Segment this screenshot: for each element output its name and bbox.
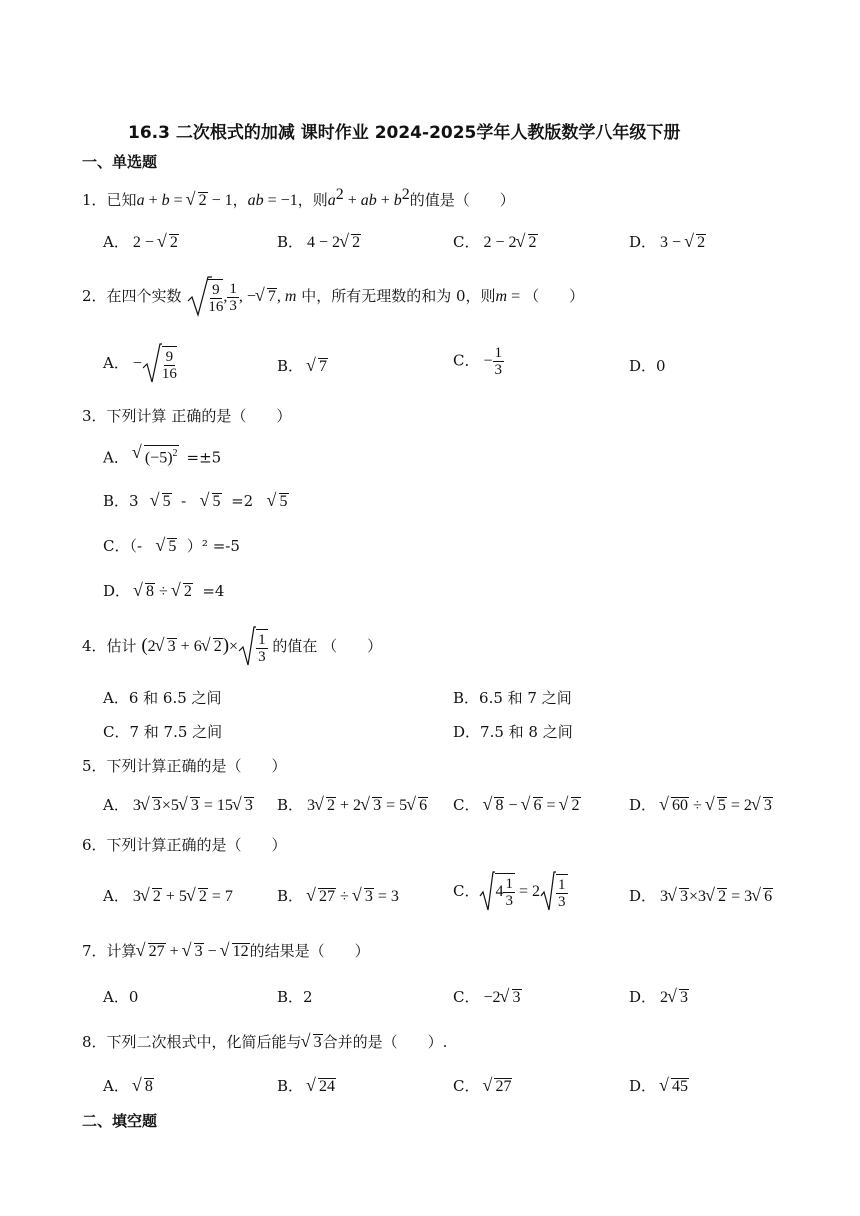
question-8: 8．下列二次根式中，化简后能与√ 3合并的是（ ）.	[82, 1031, 447, 1052]
q2-option-d[interactable]: D．0	[629, 357, 666, 375]
q8-option-b[interactable]: B． √ 24	[277, 1075, 336, 1096]
q1-option-c[interactable]: C． 2 − 2√ 2	[453, 231, 538, 252]
q3-option-b[interactable]: B．3 √ 5 - √ 5 =2 √ 5	[103, 490, 289, 511]
q1-option-a[interactable]: A． 2 − √ 2	[103, 231, 179, 252]
q8-option-a[interactable]: A． √ 8	[103, 1075, 154, 1096]
section-heading-single-choice: 一、单选题	[82, 153, 158, 171]
q8-option-c[interactable]: C． √ 27	[453, 1075, 512, 1096]
q3-option-d[interactable]: D． √ 8 ÷ √ 2 =4	[103, 580, 224, 601]
question-number: 1．	[82, 191, 107, 209]
q3-option-a[interactable]: A． √ $(-5)^2 =\pm 5$	[103, 445, 221, 467]
question-7: 7．计算√ 27 + √ 3 − √ 12的结果是（ ）	[82, 940, 370, 961]
q7-option-c[interactable]: C． −2√ 3	[453, 986, 522, 1007]
q5-option-d[interactable]: D． √ 60 ÷ √ 5 = 2√ 3	[629, 794, 773, 815]
q4-option-d[interactable]: D．7.5 和 8 之间	[453, 723, 573, 741]
question-1: 1．已知a + b = √ 2 − 1，ab = −1，则$a^2$ + ab + $b^2$的值是（ ）	[82, 186, 515, 210]
question-6: 6．下列计算正确的是（ ）	[82, 836, 287, 854]
q1-option-b[interactable]: B． 4 − 2√ 2	[277, 231, 361, 252]
q2-option-c[interactable]: C． − $\frac{1}{3}$	[453, 345, 503, 378]
q5-option-a[interactable]: A． 3√ 3×5√ 3 = 15√ 3	[103, 794, 254, 815]
q5-option-c[interactable]: C． √ 8 − √ 6 = √ 2	[453, 794, 581, 815]
radical-sign	[540, 870, 556, 914]
question-3: 3．下列计算 正确的是（ ）	[82, 407, 292, 425]
question-4: 4．估计 (2√ 3 + 6√ 2)× $\frac{1}{3}$ 的值在 （ ）	[82, 625, 382, 669]
q7-option-a[interactable]: A．0	[103, 988, 139, 1006]
q4-option-c[interactable]: C．7 和 7.5 之间	[103, 723, 223, 741]
q5-option-b[interactable]: B． 3√ 2 + 2√ 3 = 5√ 6	[277, 794, 428, 815]
q4-option-a[interactable]: A．6 和 6.5 之间	[103, 689, 222, 707]
q8-option-d[interactable]: D． √ 45	[629, 1075, 689, 1096]
question-5: 5．下列计算正确的是（ ）	[82, 757, 287, 775]
q2-option-b[interactable]: B． √ 7	[277, 355, 328, 376]
radical-sign	[238, 625, 256, 669]
q6-option-a[interactable]: A． 3√ 2 + 5√ 2 = 7	[103, 885, 233, 906]
q6-option-b[interactable]: B． √ 27 ÷ √ 3 = 3	[277, 885, 399, 906]
q6-option-c[interactable]: C． 4 $\frac{1}{3}$ = 2 $\frac{1}{3}$	[453, 870, 568, 914]
question-text: 已知	[106, 191, 137, 209]
q1-option-d[interactable]: D． 3 − √ 2	[629, 231, 706, 252]
question-2: 2．在四个实数 $\frac{9}{16}$ , $\frac{1}{3}$ , −√ 7, m 中，所有无理数的和为 0，则m = （ ）	[82, 275, 584, 319]
radical-sign	[479, 870, 495, 914]
q7-option-b[interactable]: B．2	[277, 988, 313, 1006]
section-heading-fill-blank: 二、填空题	[82, 1112, 158, 1130]
page-title: 16.3 二次根式的加减 课时作业 2024-2025学年人教版数学八年级下册	[128, 123, 681, 143]
q3-option-c[interactable]: C．（- √ 5 ）² =-5	[103, 535, 240, 556]
radical-sign	[142, 342, 162, 386]
q4-option-b[interactable]: B．6.5 和 7 之间	[453, 689, 572, 707]
q2-option-a[interactable]: A． − $\frac{9}{16}$	[103, 342, 177, 386]
q6-option-d[interactable]: D． 3√ 3×3√ 2 = 3√ 6	[629, 885, 773, 906]
q7-option-d[interactable]: D． 2√ 3	[629, 986, 689, 1007]
